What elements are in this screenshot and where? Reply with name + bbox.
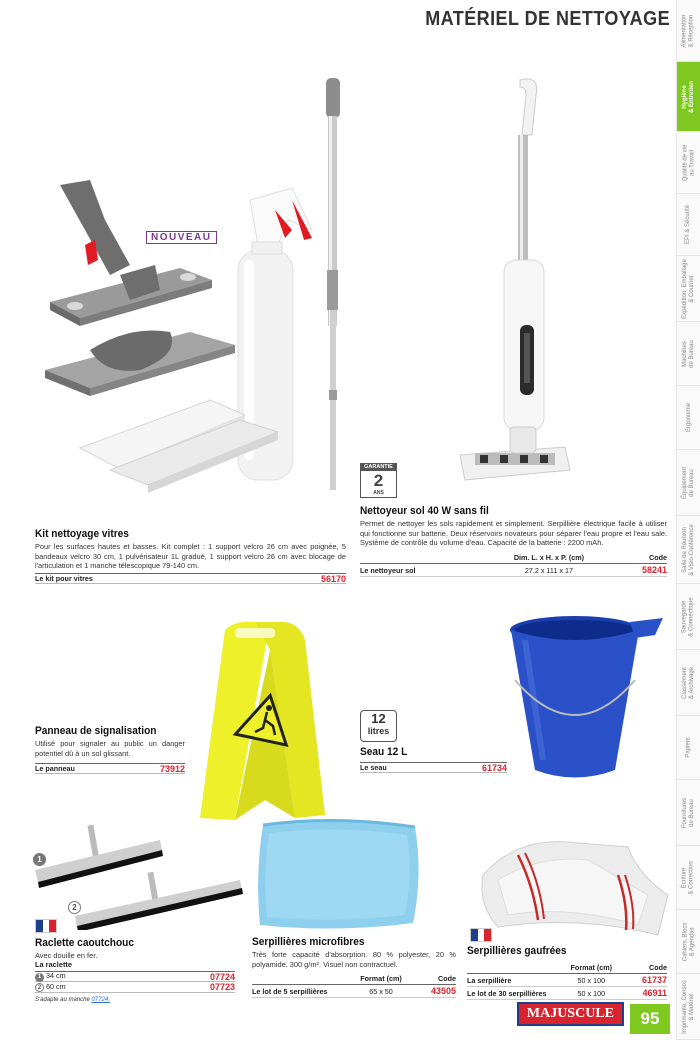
sidebar-item-ecriture[interactable]: Écriture & Correction (677, 846, 700, 910)
sidebar-item-hygiene[interactable]: Hygiène & Entretien (677, 62, 700, 132)
sidebar-item-expedition[interactable]: Expédition, Emballage & Courrier (677, 256, 700, 322)
sidebar-item-equipement[interactable]: Équipement de Bureau (677, 450, 700, 516)
sidebar-item-alimentation[interactable]: Alimentation & Réception (677, 0, 700, 62)
category-sidebar (676, 0, 700, 1040)
serpillieres-microfibres-image (255, 815, 425, 935)
sidebar-item-ergonomie[interactable]: Ergonomie (677, 386, 700, 450)
sidebar-item-epi[interactable]: EPI & Sécurité (677, 194, 700, 256)
nettoyeur-sol-image (440, 75, 590, 485)
sidebar-item-machines[interactable]: Machines de Bureau (677, 322, 700, 386)
gaufrees-code-2: 46911 (642, 988, 667, 998)
raclette-table (35, 971, 235, 993)
raclette-row-1: 1 34 cm 07724 (35, 971, 235, 982)
raclette-code-2: 07723 (209, 982, 235, 992)
sidebar-item-imprimante[interactable]: Imprimante, Consos & Matériel (677, 974, 700, 1040)
sidebar-item-cahiers[interactable]: Cahiers, Blocs & Agendas (677, 910, 700, 974)
raclette-title: Raclette caoutchouc (35, 937, 134, 949)
seau-title: Seau 12 L (360, 746, 408, 758)
kit-vitres-title: Kit nettoyage vitres (35, 528, 129, 540)
gaufrees-title: Serpillières gaufrées (467, 945, 567, 957)
seau-row: Le seau 61734 (360, 762, 507, 773)
gaufrees-table: Format (cm) Code La serpillière 50 x 100 61737 Le lot de 30 serpillières 50 x 100 46911 (467, 963, 667, 998)
sidebar-item-papiers[interactable]: Papiers (677, 716, 700, 780)
microfibres-table: Format (cm) Code Le lot de 5 serpillières 65 x 50 43505 (252, 974, 456, 996)
gaufrees-code-1: 61737 (641, 975, 667, 985)
kit-vitres-description: Pour les surfaces hautes et basses. Kit complet : 1 support velcro 26 cm avec poignée, 5 bandeaux velcro 30 cm, 1 pulvérisateur 1L gradué, 1 support velcro 26 cm avec blocage de l'articulation et 1 manche télescopique 79-140 cm. (35, 542, 346, 571)
nettoyeur-sol-description: Permet de nettoyer les sols rapidement et simplement. Serpillière électrique facile à utiliser qui fonctionne sur batterie. Deux réservoirs novateurs pour séparer l'eau propre et l'eau sale. Système de contrôle du volume d'eau. Capacité de la batterie : 2200 mAh. (360, 519, 667, 548)
kit-vitres-code: 56170 (320, 573, 346, 584)
microfibres-title: Serpillières microfibres (252, 936, 365, 948)
raclette-note: S'adapte au manche 07724. (35, 997, 110, 1003)
volume-badge: 12 litres (360, 710, 397, 742)
callout-2: 2 (68, 901, 81, 914)
raclette-row-2: 2 60 cm 07723 (35, 982, 235, 993)
sidebar-item-qualite-de-vie[interactable]: Qualité de vie au Travail (677, 132, 700, 194)
raclette-subtitle: La raclette (35, 960, 72, 969)
sidebar-item-sauvegarde[interactable]: Sauvegarde & Connectique (677, 584, 700, 650)
nettoyeur-sol-table: Dim. L. x H. x P. (cm) Code Le nettoyeur sol 27,2 x 111 x 17 58241 (360, 553, 667, 575)
serpillieres-gaufrees-image (478, 835, 673, 945)
panneau-row: Le panneau 73912 (35, 763, 185, 774)
nettoyeur-sol-title: Nettoyeur sol 40 W sans fil (360, 505, 489, 517)
panneau-code: 73912 (159, 763, 185, 774)
france-flag-icon (35, 919, 57, 933)
nettoyeur-sol-code: 58241 (641, 565, 667, 575)
france-flag-icon-2 (470, 928, 492, 942)
raclette-image (30, 820, 245, 930)
microfibres-description: Très forte capacité d'absorption. 80 % polyester, 20 % polyamide. 300 g/m². Visuel non contractuel. (252, 950, 456, 969)
page-title: MATÉRIEL DE NETTOYAGE (425, 8, 670, 30)
kit-vitres-image (30, 70, 350, 510)
sidebar-item-salle-reunion[interactable]: Salle de Réunion & Visio-Conférence (677, 516, 700, 584)
page-number: 95 (630, 1004, 670, 1034)
kit-vitres-row: Le kit pour vitres 56170 (35, 573, 346, 584)
seau-code: 61734 (481, 762, 507, 773)
sidebar-item-fournitures[interactable]: Fournitures de Bureau (677, 780, 700, 846)
raclette-code-1: 07724 (209, 971, 235, 982)
panneau-description: Utilisé pour signaler au public un danger potentiel dû à un sol glissant. (35, 739, 185, 758)
panneau-image (195, 620, 335, 820)
guarantee-badge: GARANTIE 2 ANS (360, 463, 397, 498)
nouveau-badge: NOUVEAU (146, 231, 217, 244)
brand-logo: MAJUSCULE (517, 1002, 624, 1026)
panneau-title: Panneau de signalisation (35, 725, 157, 737)
callout-1: 1 (33, 853, 46, 866)
raclette-description: Avec douille en fer. (35, 951, 98, 960)
seau-image (505, 610, 670, 785)
raclette-note-link[interactable]: 07724. (91, 997, 110, 1003)
microfibres-code: 43505 (430, 986, 456, 996)
sidebar-item-classement[interactable]: Classement & Archivage (677, 650, 700, 716)
